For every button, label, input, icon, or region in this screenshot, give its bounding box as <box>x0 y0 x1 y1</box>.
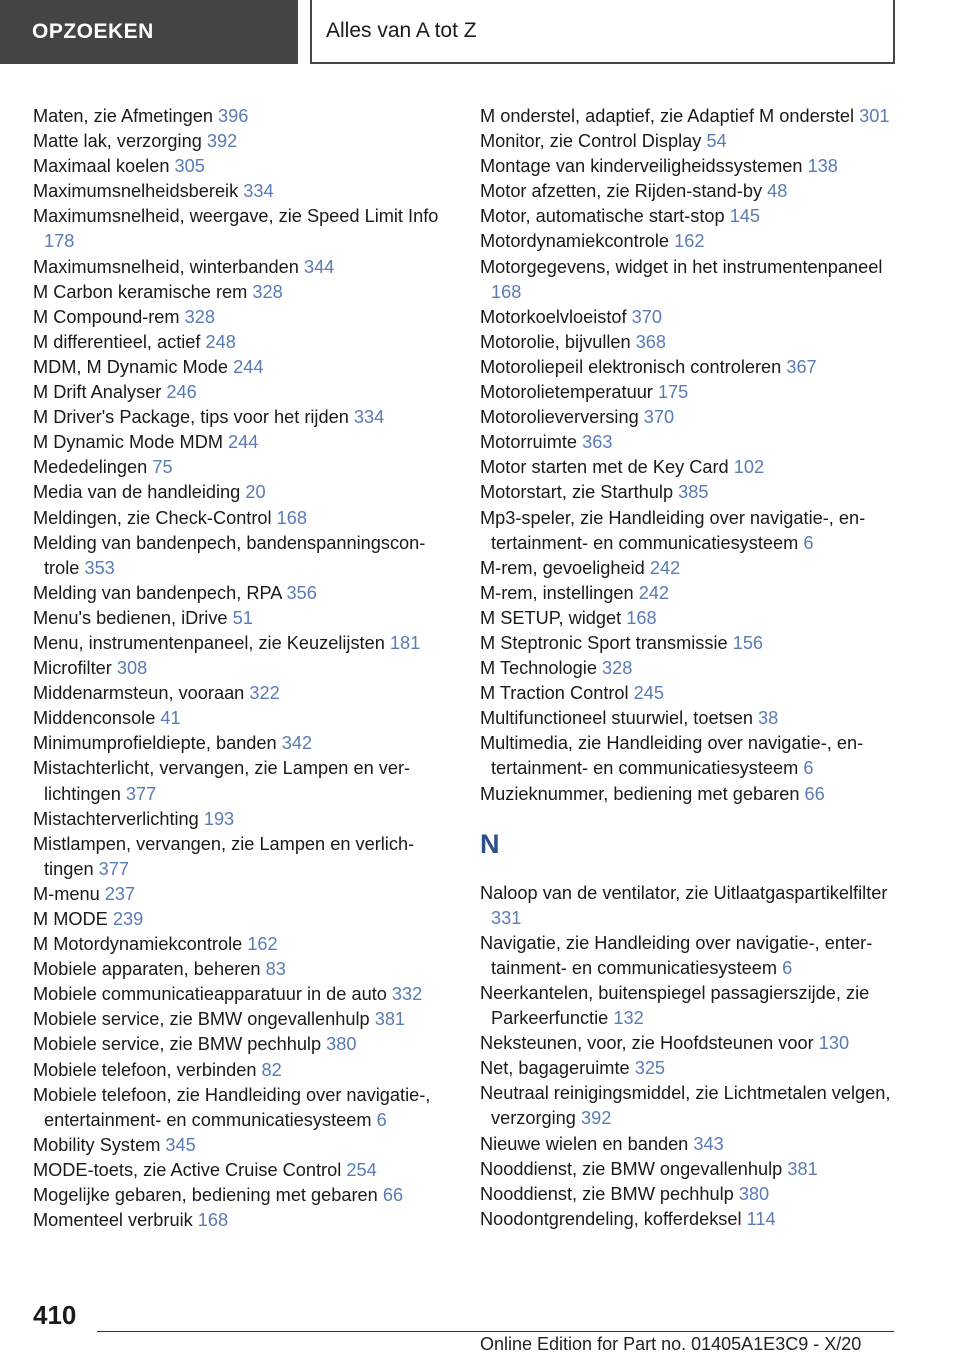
index-entry <box>33 179 453 204</box>
entry-text: Maximaal koelen <box>33 156 170 177</box>
index-entry <box>33 807 453 832</box>
entry-text: Maximumsnelheid, winterbanden <box>33 256 299 277</box>
index-entry <box>33 982 453 1007</box>
entry-text: Matte lak, verzorging <box>33 131 202 152</box>
entry-text: Media van de handleiding <box>33 482 241 503</box>
entry-text: M onderstel, adaptief, zie Adaptief M onderstel <box>480 106 855 126</box>
page-link[interactable]: 175 <box>657 382 689 403</box>
page-link[interactable]: 380 <box>326 1034 357 1055</box>
entry-text: Net, bagageruimte <box>480 1058 630 1079</box>
entry-text: Motorkoelvloeistof <box>480 306 627 327</box>
entry-text: Maximumsnelheid, weergave, zie Speed Limit Info <box>33 206 439 227</box>
entry-text: Maten, zie Afmetingen <box>33 106 213 126</box>
entry-text: Motoroliepeil elektronisch controleren <box>480 356 782 377</box>
entry-text: Melding van bandenpech, bandenspanningscontrole <box>33 532 426 578</box>
page-link[interactable]: 244 <box>228 432 259 453</box>
page-link[interactable]: 51 <box>232 607 253 628</box>
index-entry <box>33 1183 453 1208</box>
page-link[interactable]: 6 <box>376 1109 387 1130</box>
section-tab-label: OPZOEKEN <box>32 20 154 43</box>
index-entry <box>480 229 900 254</box>
entry-text: MODE-toets, zie Active Cruise Control <box>33 1159 342 1180</box>
index-entry <box>33 882 453 907</box>
index-entry <box>480 380 900 405</box>
entry-text: M differentieel, actief <box>33 331 201 352</box>
index-entry <box>480 881 900 931</box>
entry-text: Mobiele apparaten, beheren <box>33 959 261 980</box>
index-entry <box>33 506 453 531</box>
index-entry <box>480 681 900 706</box>
index-entry <box>480 129 900 154</box>
page-link[interactable]: 168 <box>276 507 307 528</box>
page-link[interactable]: 305 <box>174 156 205 177</box>
index-entry <box>33 932 453 957</box>
entry-text: Maximumsnelheidsbereik <box>33 181 239 202</box>
page-link[interactable]: 392 <box>206 131 238 152</box>
page-link[interactable]: 237 <box>104 883 136 904</box>
entry-text: Middenarmsteun, vooraan <box>33 683 245 704</box>
entry-text: Navigatie, zie Handleiding over navigatie-, entertainment- en communicatiesysteem <box>480 932 873 978</box>
entry-text: Mistlampen, vervangen, zie Lampen en verlichtingen <box>33 833 415 879</box>
index-entry <box>33 280 453 305</box>
index-entry <box>480 731 900 781</box>
entry-text: Mobility System <box>33 1134 161 1155</box>
entry-text: Motorolieverversing <box>480 407 639 428</box>
page-link[interactable]: 334 <box>243 181 274 202</box>
page-link[interactable]: 242 <box>638 582 670 603</box>
entry-text: Nooddienst, zie BMW ongevallenhulp <box>480 1158 783 1179</box>
entry-text: Nieuwe wielen en banden <box>480 1133 689 1154</box>
index-entry <box>480 1157 900 1182</box>
index-entry <box>33 1007 453 1032</box>
page-link[interactable]: 343 <box>693 1133 724 1154</box>
page-number: 410 <box>33 1300 77 1330</box>
entry-text: Mobiele telefoon, zie Handleiding over navigatie-, entertainment- en communicatiesysteem <box>33 1084 431 1130</box>
page-link[interactable]: 168 <box>197 1210 229 1231</box>
page-link[interactable]: 367 <box>786 356 817 377</box>
index-entry <box>33 430 453 455</box>
index-entry <box>480 606 900 631</box>
index-entry <box>480 556 900 581</box>
entry-text: Momenteel verbruik <box>33 1210 193 1231</box>
page-link[interactable]: 38 <box>758 708 779 729</box>
index-entry <box>480 154 900 179</box>
page-link[interactable]: 162 <box>674 231 705 252</box>
entry-text: Mp3-speler, zie Handleiding over navigatie-, entertainment- en communicatiesysteem <box>480 507 866 553</box>
index-entry <box>480 782 900 807</box>
page-link[interactable]: 370 <box>631 306 662 327</box>
page-link[interactable]: 6 <box>803 532 814 553</box>
index-entry <box>480 506 900 556</box>
index-entry <box>33 606 453 631</box>
index-entry <box>33 405 453 430</box>
page-link[interactable]: 138 <box>807 156 838 177</box>
page-link[interactable]: 363 <box>582 432 613 453</box>
entry-text: Microfilter <box>33 658 112 679</box>
page-link[interactable]: 248 <box>205 331 236 352</box>
entry-text: Motorstart, zie Starthulp <box>480 482 674 503</box>
entry-text: Melding van bandenpech, RPA <box>33 582 282 603</box>
entry-text: Motorruimte <box>480 432 578 453</box>
page-link[interactable]: 83 <box>265 959 286 980</box>
index-entry <box>33 480 453 505</box>
section-heading-n: N <box>480 828 500 859</box>
index-entry <box>480 480 900 505</box>
page-link[interactable]: 370 <box>643 407 675 428</box>
entry-text: MDM, M Dynamic Mode <box>33 356 229 377</box>
entry-text: Mistachterlicht, vervangen, zie Lampen en verlichtingen <box>33 758 411 804</box>
index-entry <box>480 405 900 430</box>
index-entry <box>480 305 900 330</box>
page-link[interactable]: 75 <box>152 457 173 478</box>
page-link[interactable]: 342 <box>281 733 313 754</box>
entry-text: Naloop van de ventilator, zie Uitlaatgaspartikelfilter <box>480 882 888 903</box>
page-link[interactable]: 48 <box>767 181 788 202</box>
entry-text: Mogelijke gebaren, bediening met gebaren <box>33 1185 378 1206</box>
entry-text: M Carbon keramische rem <box>33 281 248 302</box>
page-link[interactable]: 385 <box>678 482 709 503</box>
page-link[interactable]: 381 <box>787 1158 818 1179</box>
page-link[interactable]: 328 <box>184 306 215 327</box>
page-link[interactable]: 178 <box>44 231 75 252</box>
entry-text: Motor afzetten, zie Rijden-stand-by <box>480 181 763 202</box>
entry-text: Mobiele telefoon, verbinden <box>33 1059 257 1080</box>
page-link[interactable]: 246 <box>166 382 197 403</box>
index-entry <box>33 531 453 581</box>
index-entry <box>480 981 900 1031</box>
index-entry <box>480 706 900 731</box>
entry-text: Meldingen, zie Check-Control <box>33 507 272 528</box>
index-entry <box>33 1158 453 1183</box>
entry-text: M-menu <box>33 883 100 904</box>
entry-text: Mededelingen <box>33 457 148 478</box>
page-link[interactable]: 392 <box>580 1108 612 1129</box>
index-entry <box>480 104 900 129</box>
header-title-box <box>310 0 895 64</box>
entry-text: Middenconsole <box>33 708 156 729</box>
index-entry <box>33 255 453 280</box>
page-link[interactable]: 353 <box>84 557 115 578</box>
index-entry <box>480 255 900 305</box>
entry-text: Motor starten met de Key Card <box>480 457 729 478</box>
index-entry <box>33 907 453 932</box>
page-link[interactable]: 328 <box>602 658 633 679</box>
index-entry <box>33 104 453 129</box>
page-title: Alles van A tot Z <box>326 19 477 42</box>
index-entry <box>33 706 453 731</box>
index-entry <box>480 204 900 229</box>
index-entry <box>33 355 453 380</box>
page-link[interactable]: 377 <box>125 783 157 804</box>
entry-text: Motorgegevens, widget in het instrumentenpaneel <box>480 256 883 277</box>
index-entry <box>33 832 453 882</box>
page-link[interactable]: 325 <box>634 1058 666 1079</box>
entry-text: M Steptronic Sport transmissie <box>480 632 728 653</box>
page-link[interactable]: 6 <box>782 957 793 978</box>
index-entry <box>33 731 453 756</box>
entry-text: Muzieknummer, bediening met gebaren <box>480 783 800 804</box>
index-column-right <box>480 104 900 1232</box>
entry-text: M Technologie <box>480 658 597 679</box>
page-link[interactable]: 114 <box>746 1208 776 1229</box>
index-entry <box>33 1058 453 1083</box>
entry-text: Motor, automatische start-stop <box>480 206 725 227</box>
entry-text: Minimumprofieldiepte, banden <box>33 733 277 754</box>
index-entry <box>480 1182 900 1207</box>
index-entry <box>480 1056 900 1081</box>
section-tab[interactable] <box>0 0 298 64</box>
index-entry <box>33 305 453 330</box>
entry-text: Mistachterverlichting <box>33 808 199 829</box>
entry-text: Multifunctioneel stuurwiel, toetsen <box>480 708 753 729</box>
page-link[interactable]: 331 <box>491 907 522 928</box>
page-link[interactable]: 244 <box>233 356 264 377</box>
index-group-m <box>480 104 900 807</box>
page-link[interactable]: 181 <box>389 632 421 653</box>
entry-text: M Traction Control <box>480 683 629 704</box>
index-entry <box>33 656 453 681</box>
page-link[interactable]: 6 <box>803 758 814 779</box>
entry-text: Neksteunen, voor, zie Hoofdsteunen voor <box>480 1033 814 1054</box>
index-entry <box>480 1081 900 1131</box>
page-header <box>0 0 960 64</box>
index-entry <box>33 756 453 806</box>
index-entry <box>480 179 900 204</box>
page-link[interactable]: 380 <box>738 1183 770 1204</box>
entry-text: M SETUP, widget <box>480 607 622 628</box>
index-column-left <box>33 104 453 1233</box>
entry-text: Motorolie, bijvullen <box>480 331 631 352</box>
page-link[interactable]: 242 <box>649 557 681 578</box>
index-entry <box>33 681 453 706</box>
index-entry <box>480 1132 900 1157</box>
entry-text: M Compound-rem <box>33 306 180 327</box>
page-link[interactable]: 381 <box>374 1009 406 1030</box>
footer-divider <box>97 1331 894 1332</box>
index-entry <box>33 631 453 656</box>
page-link[interactable]: 345 <box>165 1134 196 1155</box>
index-entry <box>480 631 900 656</box>
page-link[interactable]: 344 <box>303 256 335 277</box>
index-entry <box>480 581 900 606</box>
page-link[interactable]: 328 <box>252 281 283 302</box>
index-entry <box>33 1133 453 1158</box>
page-link[interactable]: 66 <box>382 1185 404 1206</box>
page-link[interactable]: 193 <box>203 808 235 829</box>
index-entry <box>33 957 453 982</box>
index-entry <box>33 330 453 355</box>
index-entry <box>480 1207 900 1232</box>
index-entry <box>33 204 453 254</box>
index-entry <box>480 455 900 480</box>
entry-text: Monitor, zie Control Display <box>480 131 702 152</box>
page-link[interactable]: 334 <box>353 407 385 428</box>
entry-text: M MODE <box>33 909 108 929</box>
entry-text: Noodontgrendeling, kofferdeksel <box>480 1208 742 1229</box>
index-entry <box>480 1031 900 1056</box>
entry-text: Multimedia, zie Handleiding over navigatie-, entertainment- en communicatiesysteem <box>480 733 864 779</box>
page-link[interactable]: 132 <box>613 1008 644 1029</box>
entry-text: Menu's bedienen, iDrive <box>33 607 228 628</box>
entry-text: Neutraal reinigingsmiddel, zie Lichtmetalen velgen, verzorging <box>480 1083 891 1129</box>
entry-text: Mobiele communicatieapparatuur in de auto <box>33 984 387 1005</box>
page-link[interactable]: 54 <box>706 131 727 152</box>
index-entry <box>33 154 453 179</box>
index-entry <box>33 129 453 154</box>
index-entry <box>33 455 453 480</box>
page-link[interactable]: 20 <box>245 482 266 503</box>
index-entry <box>33 1208 453 1233</box>
entry-text: Menu, instrumentenpaneel, zie Keuzelijsten <box>33 632 385 653</box>
index-entry <box>33 581 453 606</box>
page-link[interactable]: 66 <box>804 783 825 804</box>
page-link[interactable]: 168 <box>626 607 657 628</box>
entry-text: M Driver's Package, tips voor het rijden <box>33 407 349 428</box>
entry-text: M Dynamic Mode MDM <box>33 432 223 453</box>
page-link[interactable]: 332 <box>391 984 423 1005</box>
entry-text: Neerkantelen, buitenspiegel passagierszijde, zie Parkeerfunctie <box>480 983 870 1029</box>
page-link[interactable]: 41 <box>160 708 181 729</box>
index-entry <box>33 1083 453 1133</box>
entry-text: Montage van kinderveiligheidssystemen <box>480 156 803 177</box>
page-link[interactable]: 245 <box>633 683 665 704</box>
page-link[interactable]: 82 <box>261 1059 282 1080</box>
page-link[interactable]: 396 <box>218 106 249 126</box>
entry-text: Motorolietemperatuur <box>480 382 653 403</box>
entry-text: Mobiele service, zie BMW pechhulp <box>33 1034 322 1055</box>
page-link[interactable]: 368 <box>635 331 667 352</box>
entry-text: M Drift Analyser <box>33 382 162 403</box>
entry-text: M-rem, instellingen <box>480 582 634 603</box>
page-link[interactable]: 356 <box>286 582 317 603</box>
entry-text: Motordynamiekcontrole <box>480 231 670 252</box>
index-entry <box>480 931 900 981</box>
entry-text: Mobiele service, zie BMW ongevallenhulp <box>33 1009 370 1030</box>
entry-text: Nooddienst, zie BMW pechhulp <box>480 1183 734 1204</box>
page-link[interactable]: 162 <box>247 934 278 955</box>
index-entry <box>480 430 900 455</box>
page-link[interactable]: 130 <box>818 1033 850 1054</box>
page-link[interactable]: 239 <box>112 909 144 929</box>
page-link[interactable]: 254 <box>346 1159 377 1180</box>
page-link[interactable]: 308 <box>116 658 148 679</box>
index-entry <box>33 380 453 405</box>
entry-text: M Motordynamiekcontrole <box>33 934 243 955</box>
index-entry <box>480 330 900 355</box>
page-link[interactable]: 168 <box>491 281 522 302</box>
index-entry <box>33 1032 453 1057</box>
index-entry <box>480 355 900 380</box>
index-entry <box>480 656 900 681</box>
page-link[interactable]: 301 <box>859 106 890 126</box>
page-link[interactable]: 156 <box>732 632 764 653</box>
entry-text: M-rem, gevoeligheid <box>480 557 645 578</box>
page-link[interactable]: 377 <box>98 858 129 879</box>
page-link[interactable]: 102 <box>733 457 765 478</box>
page-link[interactable]: 145 <box>729 206 761 227</box>
page-link[interactable]: 322 <box>249 683 280 704</box>
index-group-n <box>480 881 900 1232</box>
footer-edition: Online Edition for Part no. 01405A1E3C9 - X/20 <box>480 1334 862 1354</box>
